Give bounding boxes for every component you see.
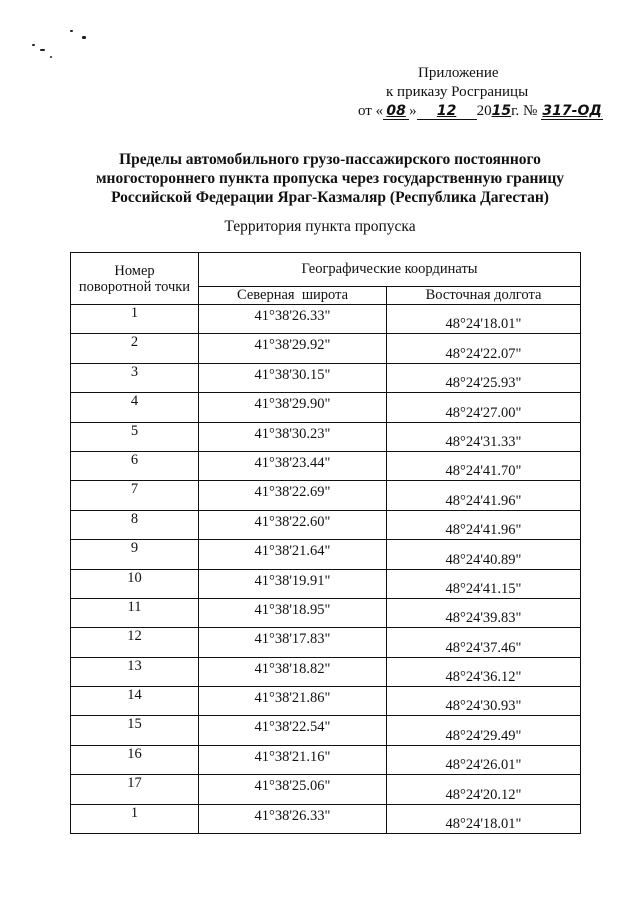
order-reference: к приказу Росграницы (386, 84, 529, 100)
point-number-cell: 6 (71, 451, 199, 480)
appendix-label: Приложение (418, 65, 499, 81)
title-line-1: Пределы автомобильного грузо-пассажирского постоянного (119, 151, 541, 168)
longitude-cell: 48°24'41.96" (387, 510, 581, 539)
document-title (90, 150, 570, 207)
table-body (71, 305, 581, 834)
table-row (71, 422, 581, 451)
table-row (71, 657, 581, 686)
table-row (71, 393, 581, 422)
longitude-cell: 48°24'20.12" (387, 775, 581, 804)
longitude-cell: 48°24'41.96" (387, 481, 581, 510)
latitude-cell: 41°38'22.69" (199, 481, 387, 510)
latitude-cell: 41°38'19.91" (199, 569, 387, 598)
latitude-cell: 41°38'18.82" (199, 657, 387, 686)
longitude-cell: 48°24'29.49" (387, 716, 581, 745)
table-row (71, 804, 581, 833)
longitude-cell: 48°24'41.70" (387, 451, 581, 480)
longitude-cell: 48°24'30.93" (387, 687, 581, 716)
table-row (71, 305, 581, 334)
table-row (71, 334, 581, 363)
longitude-cell: 48°24'18.01" (387, 804, 581, 833)
table-row (71, 481, 581, 510)
table-row (71, 451, 581, 480)
longitude-cell: 48°24'36.12" (387, 657, 581, 686)
date-prefix: от « (358, 103, 384, 119)
latitude-cell: 41°38'21.16" (199, 745, 387, 774)
longitude-cell: 48°24'39.83" (387, 598, 581, 627)
point-number-cell: 10 (71, 569, 199, 598)
latitude-cell: 41°38'26.33" (199, 804, 387, 833)
point-number-cell: 11 (71, 598, 199, 627)
date-quote: » (409, 103, 417, 119)
document-subtitle: Территория пункта пропуска (224, 218, 416, 235)
table-row (71, 598, 581, 627)
latitude-cell: 41°38'30.23" (199, 422, 387, 451)
table-row (71, 628, 581, 657)
year-prefix: 20 (476, 103, 492, 119)
coordinates-table (70, 252, 581, 834)
order-day: 08 (383, 104, 409, 120)
latitude-cell: 41°38'30.15" (199, 363, 387, 392)
order-month: 12 (417, 104, 477, 120)
table-row (71, 775, 581, 804)
table-row (71, 716, 581, 745)
point-number-cell: 7 (71, 481, 199, 510)
latitude-cell: 41°38'29.92" (199, 334, 387, 363)
header-coordinates: Географические координаты (199, 253, 581, 287)
point-number-cell: 16 (71, 745, 199, 774)
longitude-cell: 48°24'25.93" (387, 363, 581, 392)
longitude-cell: 48°24'31.33" (387, 422, 581, 451)
table-row (71, 687, 581, 716)
order-year-suffix: 15 (491, 103, 512, 119)
table-row (71, 363, 581, 392)
point-number-cell: 9 (71, 540, 199, 569)
header-latitude: Северная широта (199, 287, 387, 305)
point-number-cell: 2 (71, 334, 199, 363)
longitude-cell: 48°24'26.01" (387, 745, 581, 774)
table-row (71, 540, 581, 569)
longitude-cell: 48°24'40.89" (387, 540, 581, 569)
year-label: г. № (511, 103, 538, 119)
latitude-cell: 41°38'26.33" (199, 305, 387, 334)
point-number-cell: 8 (71, 510, 199, 539)
longitude-cell: 48°24'18.01" (387, 305, 581, 334)
point-number-cell: 15 (71, 716, 199, 745)
longitude-cell: 48°24'22.07" (387, 334, 581, 363)
table-row (71, 745, 581, 774)
latitude-cell: 41°38'22.60" (199, 510, 387, 539)
point-number-cell: 17 (71, 775, 199, 804)
latitude-cell: 41°38'29.90" (199, 393, 387, 422)
header-point-number: Номер поворотной точки (71, 253, 199, 305)
longitude-cell: 48°24'27.00" (387, 393, 581, 422)
longitude-cell: 48°24'37.46" (387, 628, 581, 657)
header-longitude: Восточная долгота (387, 287, 581, 305)
longitude-cell: 48°24'41.15" (387, 569, 581, 598)
point-number-cell: 13 (71, 657, 199, 686)
table-row (71, 569, 581, 598)
point-number-cell: 14 (71, 687, 199, 716)
point-number-cell: 4 (71, 393, 199, 422)
latitude-cell: 41°38'22.54" (199, 716, 387, 745)
order-number: 317-ОД (542, 103, 602, 119)
table-row (71, 510, 581, 539)
point-number-cell: 1 (71, 305, 199, 334)
title-line-3: Российской Федерации Яраг-Казмаляр (Республика Дагестан) (111, 189, 549, 206)
latitude-cell: 41°38'21.86" (199, 687, 387, 716)
title-line-2: многостороннего пункта пропуска через государственную границу (95, 170, 565, 187)
latitude-cell: 41°38'18.95" (199, 598, 387, 627)
latitude-cell: 41°38'17.83" (199, 628, 387, 657)
point-number-cell: 12 (71, 628, 199, 657)
order-date-line (358, 102, 603, 121)
point-number-cell: 3 (71, 363, 199, 392)
point-number-cell: 1 (71, 804, 199, 833)
latitude-cell: 41°38'23.44" (199, 451, 387, 480)
latitude-cell: 41°38'25.06" (199, 775, 387, 804)
scan-specks (32, 30, 92, 60)
point-number-cell: 5 (71, 422, 199, 451)
latitude-cell: 41°38'21.64" (199, 540, 387, 569)
